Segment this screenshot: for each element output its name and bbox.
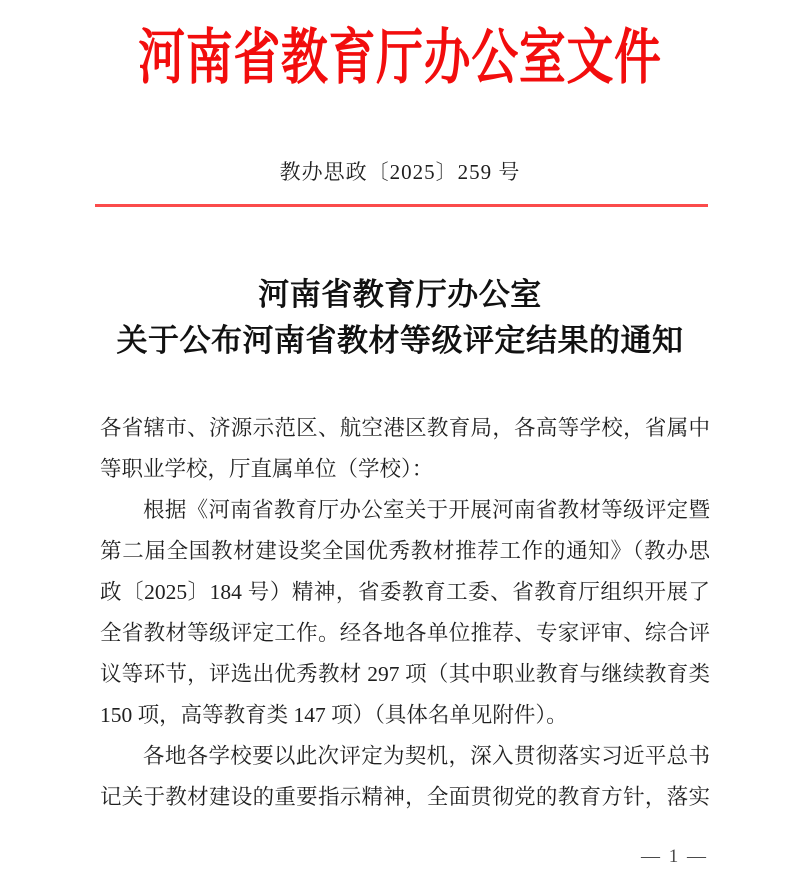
document-title (0, 272, 800, 364)
body-line: 议等环节，评选出优秀教材 297 项（其中职业教育与继续教育类 (100, 662, 710, 686)
body-line: 150 项，高等教育类 147 项）（具体名单见附件）。 (100, 703, 568, 727)
body-line: 各省辖市、济源示范区、航空港区教育局，各高等学校，省属中 (100, 416, 710, 440)
document-header-title: 河南省教育厅办公室文件 (138, 25, 662, 91)
body-line: 第二届全国教材建设奖全国优秀教材推荐工作的通知》（教办思 (100, 539, 710, 563)
page-number: — 1 — (641, 846, 708, 867)
body-line: 全省教材等级评定工作。经各地各单位推荐、专家评审、综合评 (100, 621, 710, 645)
document-body (100, 408, 710, 818)
red-divider-line (95, 204, 708, 207)
document-title-line2: 关于公布河南省教材等级评定结果的通知 (116, 323, 684, 358)
document-title-line1: 河南省教育厅办公室 (258, 277, 542, 312)
body-line: 记关于教材建设的重要指示精神，全面贯彻党的教育方针，落实 (100, 785, 710, 809)
body-line: 根据《河南省教育厅办公室关于开展河南省教材等级评定暨 (143, 498, 710, 522)
body-line: 政〔2025〕184 号）精神，省委教育工委、省教育厅组织开展了 (100, 580, 710, 604)
body-line: 等职业学校，厅直属单位（学校）： (100, 457, 434, 481)
body-line: 各地各学校要以此次评定为契机，深入贯彻落实习近平总书 (143, 744, 710, 768)
document-number: 教办思政〔2025〕259 号 (279, 160, 521, 184)
